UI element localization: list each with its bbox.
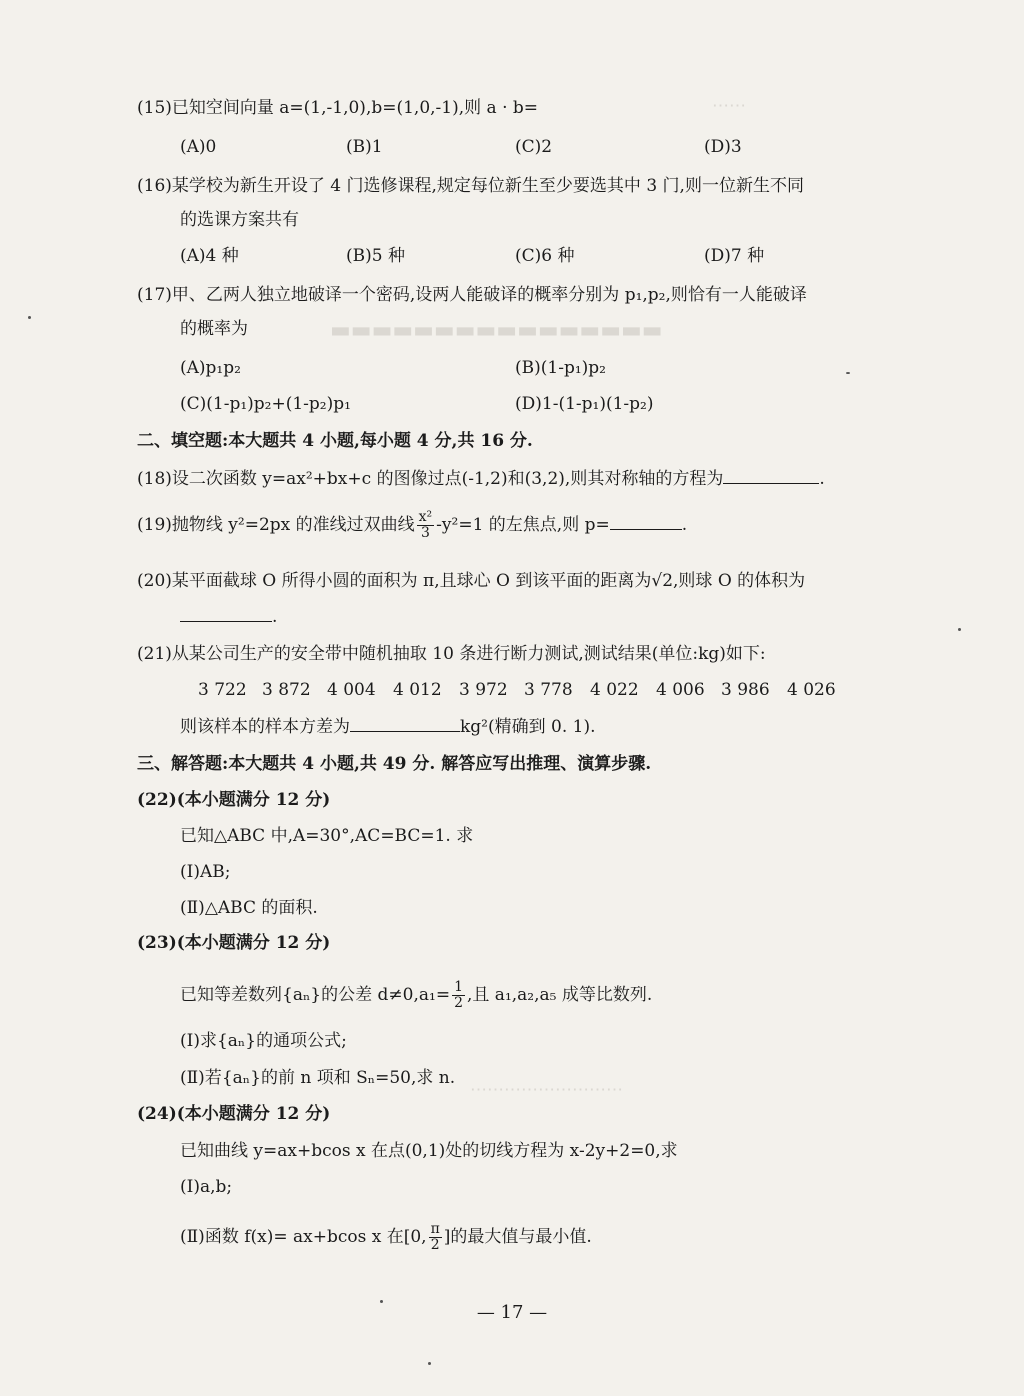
q17-stem-line2: 的概率为 <box>180 319 248 339</box>
q23-stem-post: ,且 a₁,a₂,a₅ 成等比数列. <box>467 985 653 1005</box>
q24-stem: 已知曲线 y=ax+bcos x 在点(0,1)处的切线方程为 x-2y+2=0,求 <box>180 1141 678 1161</box>
q21-value: 4 012 <box>393 680 442 700</box>
q18-text: (18)设二次函数 y=ax²+bx+c 的图像过点(-1,2)和(3,2),则其对称轴的方程为 <box>137 469 724 489</box>
q24-part-2-pre: (Ⅱ)函数 f(x)= ax+bcos x 在[0, <box>180 1227 427 1247</box>
fraction-denominator: 2 <box>430 1237 440 1253</box>
q17-option-b: (B)(1-p₁)p₂ <box>515 358 606 378</box>
q21-tail-post: kg²(精确到 0. 1). <box>460 717 596 737</box>
q15-option-c: (C)2 <box>515 137 553 157</box>
bleed-through-text: ▬▬▬▬▬▬▬▬▬▬▬▬▬▬▬▬ <box>330 318 663 343</box>
q16-option-b: (B)5 种 <box>346 246 405 266</box>
fraction-numerator: x² <box>418 509 433 525</box>
q21-value: 3 722 <box>198 680 247 700</box>
period: . <box>819 469 825 489</box>
q21-value: 3 778 <box>524 680 573 700</box>
bleed-through-text: ⋯⋯ <box>712 96 746 116</box>
q15-stem: (15)已知空间向量 a=(1,-1,0),b=(1,0,-1),则 a · b= <box>137 98 539 118</box>
q21-tail <box>180 715 596 738</box>
fraction-denominator: 2 <box>454 995 463 1011</box>
answer-blank <box>350 715 460 732</box>
fraction-numerator: π <box>430 1221 440 1237</box>
q15-option-a: (A)0 <box>180 137 217 157</box>
q16-option-d: (D)7 种 <box>704 246 765 266</box>
q21-stem: (21)从某公司生产的安全带中随机抽取 10 条进行断力测试,测试结果(单位:kg)如下: <box>137 644 766 664</box>
answer-blank <box>180 605 272 622</box>
q18 <box>137 467 825 490</box>
q22-part-2: (Ⅱ)△ABC 的面积. <box>180 898 318 918</box>
q20-text: (20)某平面截球 O 所得小圆的面积为 π,且球心 O 到该平面的距离为√2,则球 O 的体积为 <box>137 571 806 591</box>
q21-value: 3 972 <box>459 680 508 700</box>
q21-value: 4 006 <box>656 680 705 700</box>
q16-stem-line2: 的选课方案共有 <box>180 210 299 230</box>
section-3-heading: 三、解答题:本大题共 4 小题,共 49 分. 解答应写出推理、演算步骤. <box>137 754 652 774</box>
q16-option-c: (C)6 种 <box>515 246 575 266</box>
q19-text-post: -y²=1 的左焦点,则 p= <box>436 515 610 535</box>
period: . <box>681 515 688 535</box>
q23-stem <box>180 980 652 1011</box>
section-2-heading: 二、填空题:本大题共 4 小题,每小题 4 分,共 16 分. <box>137 431 533 451</box>
answer-blank <box>723 467 819 484</box>
q16-option-a: (A)4 种 <box>180 246 239 266</box>
q17-option-d: (D)1-(1-p₁)(1-p₂) <box>515 394 654 414</box>
fraction-denominator: 3 <box>420 525 430 541</box>
q19-text-pre: (19)抛物线 y²=2px 的准线过双曲线 <box>137 515 415 535</box>
scan-speck <box>28 316 31 319</box>
q22-part-1: (Ⅰ)AB; <box>180 862 231 882</box>
q21-tail-pre: 则该样本的样本方差为 <box>180 717 350 737</box>
answer-blank <box>610 513 682 530</box>
period: . <box>272 607 278 627</box>
page-number: — 17 — <box>476 1302 548 1323</box>
q20-answer-line <box>180 605 277 628</box>
q24-heading: (24)(本小题满分 12 分) <box>137 1104 331 1124</box>
fraction <box>452 980 465 1011</box>
bleed-through-text: ⋯⋯⋯⋯⋯⋯⋯⋯⋯ <box>470 1080 623 1100</box>
q24-part-1: (Ⅰ)a,b; <box>180 1177 233 1197</box>
scan-speck <box>380 1300 383 1303</box>
q17-option-c: (C)(1-p₁)p₂+(1-p₂)p₁ <box>180 394 351 414</box>
q21-value: 4 004 <box>327 680 376 700</box>
q22-heading: (22)(本小题满分 12 分) <box>137 790 331 810</box>
scan-speck <box>958 628 961 631</box>
q24-part-2-post: ]的最大值与最小值. <box>443 1227 592 1247</box>
q24-part-2 <box>180 1222 592 1253</box>
q22-stem: 已知△ABC 中,A=30°,AC=BC=1. 求 <box>180 826 474 846</box>
q17-stem-line1: (17)甲、乙两人独立地破译一个密码,设两人能破译的概率分别为 p₁,p₂,则恰有一人能破译 <box>137 285 807 305</box>
q23-stem-pre: 已知等差数列{aₙ}的公差 d≠0,a₁= <box>180 985 451 1005</box>
q21-value: 4 026 <box>787 680 836 700</box>
scan-speck <box>846 372 850 374</box>
scan-speck <box>428 1362 431 1365</box>
fraction <box>429 1222 442 1253</box>
q17-option-a: (A)p₁p₂ <box>180 358 241 378</box>
q21-value: 3 986 <box>721 680 770 700</box>
q23-part-2: (Ⅱ)若{aₙ}的前 n 项和 Sₙ=50,求 n. <box>180 1068 456 1088</box>
fraction-numerator: 1 <box>454 979 463 995</box>
fraction <box>417 510 435 541</box>
q21-value: 4 022 <box>590 680 639 700</box>
q23-part-1: (Ⅰ)求{aₙ}的通项公式; <box>180 1031 347 1051</box>
q15-option-d: (D)3 <box>704 137 742 157</box>
q16-stem-line1: (16)某学校为新生开设了 4 门选修课程,规定每位新生至少要选其中 3 门,则一位新生不同 <box>137 176 804 196</box>
q19 <box>137 510 687 541</box>
q23-heading: (23)(本小题满分 12 分) <box>137 933 331 953</box>
q21-value: 3 872 <box>262 680 311 700</box>
q15-option-b: (B)1 <box>346 137 383 157</box>
